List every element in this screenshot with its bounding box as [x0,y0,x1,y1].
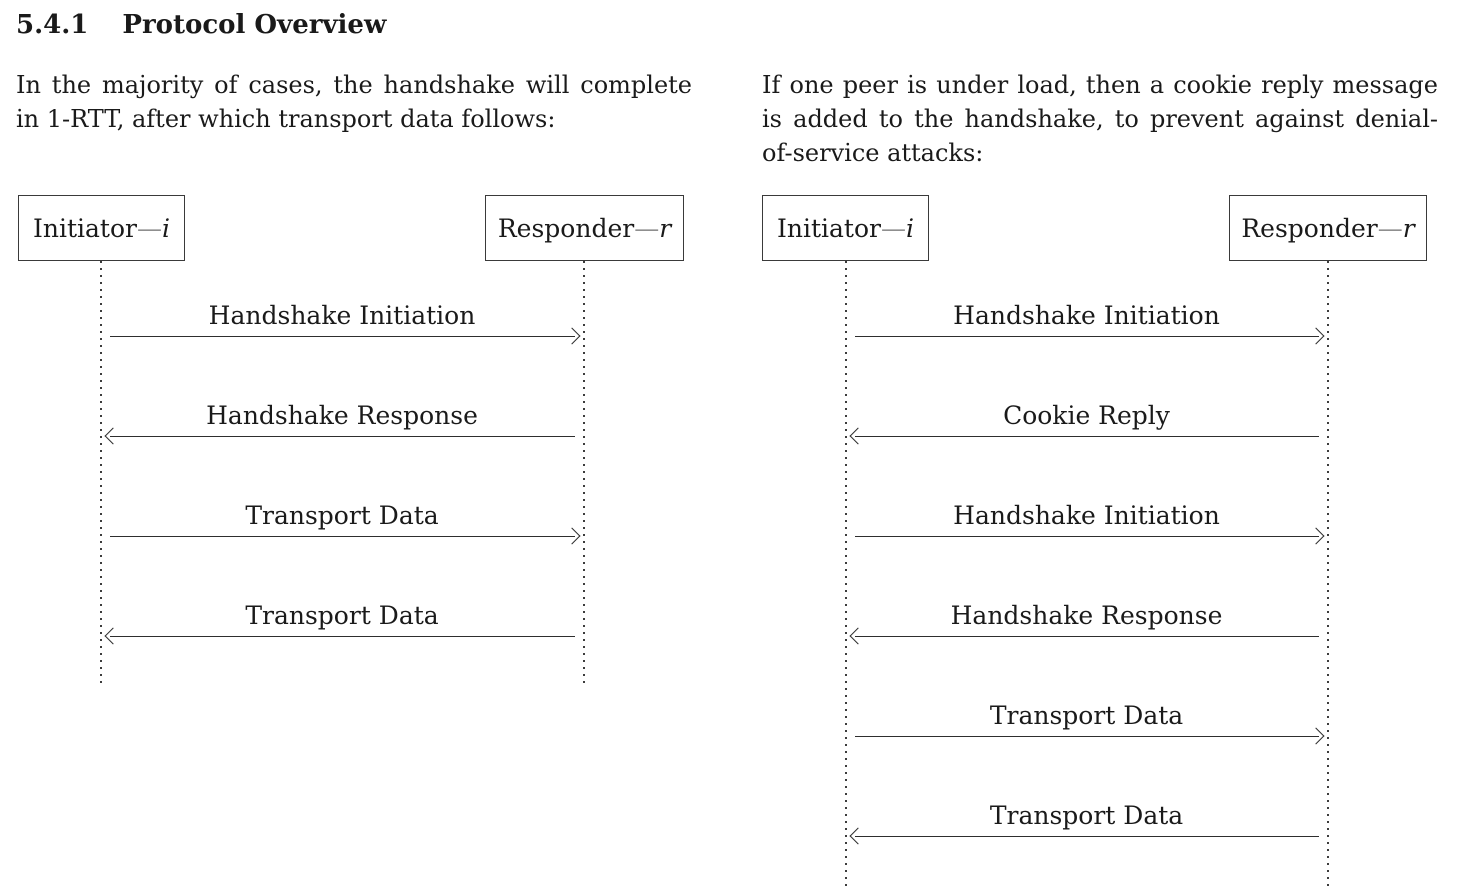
actor-box-initiator [18,195,185,261]
paragraph-line: of-service attacks: [762,139,984,167]
paragraph-line: If one peer is under load, then a cookie reply message [762,71,1438,99]
actor-name: Responder [1241,213,1378,243]
arrow-right-icon [110,536,575,537]
paragraph-line: is added to the handshake, to prevent against denial- [762,105,1438,133]
actor-variable: i [905,213,914,243]
actor-name: Initiator [777,213,881,243]
actor-name: Responder [497,213,635,243]
arrow-left-icon [855,836,1319,837]
paragraph-line: In the majority of cases, the handshake will complete [16,71,692,99]
arrow-right-icon [855,336,1319,337]
arrow-right-icon [110,336,575,337]
message-label: Transport Data [245,501,439,530]
lifeline-responder [583,261,585,684]
section-heading [16,10,386,40]
arrow-left-icon [110,436,575,437]
actor-variable: i [161,213,170,243]
arrow-right-icon [855,736,1319,737]
section-title: Protocol Overview [122,10,387,40]
actor-variable: r [659,213,672,243]
paragraph-line: in 1-RTT, after which transport data follows: [16,105,556,133]
actor-box-initiator [762,195,929,261]
actor-name: Initiator [33,213,137,243]
section-number: 5.4.1 [16,10,89,40]
message-label: Cookie Reply [1003,401,1170,430]
actor-dash: — [1377,213,1403,243]
intro-paragraph-left [16,68,692,136]
lifeline-responder [1327,261,1329,888]
message-label: Handshake Initiation [953,301,1220,330]
message-label: Handshake Initiation [208,301,476,330]
actor-dash: — [880,213,906,243]
message-label: Handshake Response [206,401,478,430]
actor-box-responder [485,195,684,261]
intro-paragraph-right [762,68,1438,170]
arrow-left-icon [855,436,1319,437]
message-label: Handshake Response [950,601,1223,630]
message-label: Handshake Initiation [953,501,1220,530]
arrow-left-icon [855,636,1319,637]
lifeline-initiator [845,261,847,888]
arrow-right-icon [855,536,1319,537]
actor-box-responder [1229,195,1427,261]
message-label: Transport Data [245,601,439,630]
actor-dash: — [136,213,162,243]
message-label: Transport Data [989,801,1184,830]
actor-variable: r [1402,213,1415,243]
arrow-left-icon [110,636,575,637]
message-label: Transport Data [989,701,1184,730]
actor-dash: — [634,213,660,243]
